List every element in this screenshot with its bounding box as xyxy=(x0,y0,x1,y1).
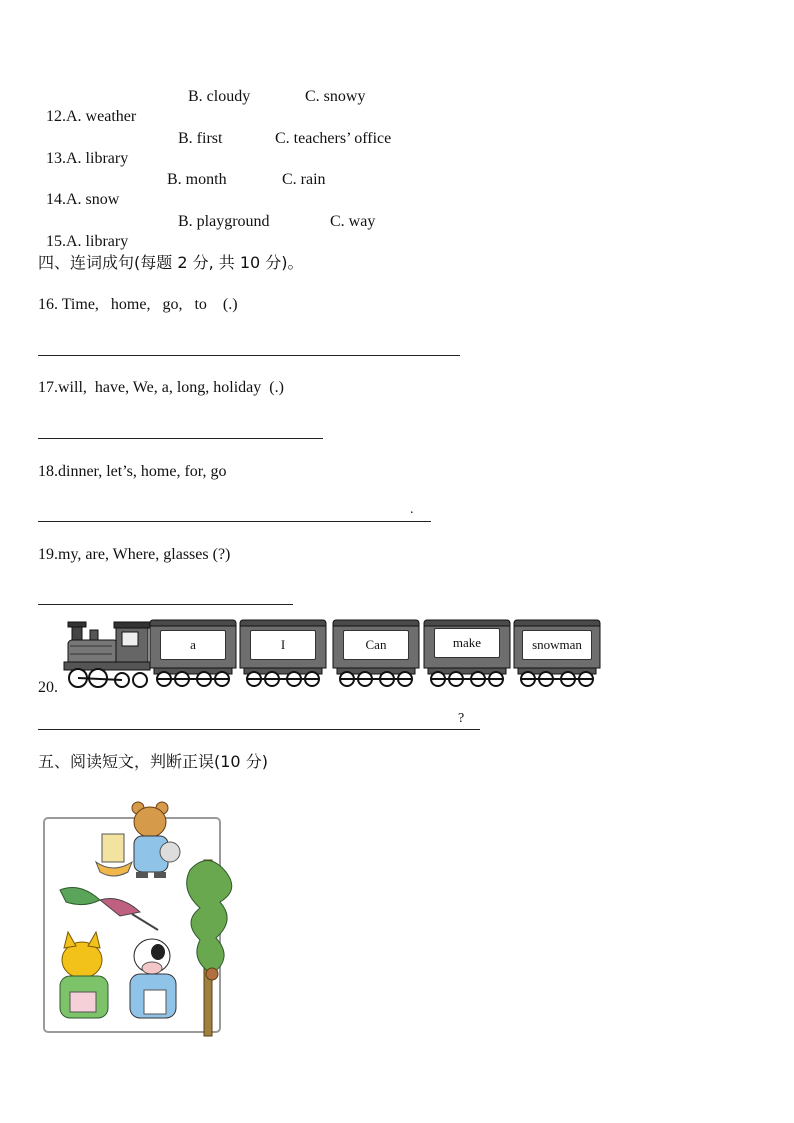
option-a: A. snow xyxy=(66,191,120,208)
section-5-heading: 五、阅读短文，判断正误(10 分) xyxy=(38,752,268,771)
option-b: B. cloudy xyxy=(188,88,251,105)
option-c: C. snowy xyxy=(305,88,366,105)
answer-line-16[interactable] xyxy=(38,355,460,356)
option-c: C. rain xyxy=(282,171,326,188)
period-mark: . xyxy=(410,502,414,517)
answer-line-17[interactable] xyxy=(38,438,323,439)
question-16: 16. Time, home, go, to (.) xyxy=(38,296,238,313)
train-locomotive-icon xyxy=(62,618,152,692)
question-18: 18.dinner, let’s, home, for, go xyxy=(38,463,227,480)
option-b: B. month xyxy=(167,171,227,188)
option-a: A. library xyxy=(66,233,129,250)
option-a: A. library xyxy=(66,150,129,167)
option-b: B. playground xyxy=(178,213,270,230)
option-c: C. teachers’ office xyxy=(275,130,392,147)
answer-line-20[interactable] xyxy=(38,729,480,730)
reading-illustration-icon xyxy=(40,790,245,1040)
question-number: 12. xyxy=(46,108,66,125)
question-mark: ? xyxy=(458,711,465,726)
word-card: Can xyxy=(343,630,409,660)
question-number: 13. xyxy=(46,150,66,167)
section-4-heading: 四、连词成句(每题 2 分, 共 10 分)。 xyxy=(38,253,304,272)
word-card: I xyxy=(250,630,316,660)
question-number: 14. xyxy=(46,191,66,208)
question-20-number: 20. xyxy=(38,679,58,696)
word-card: make xyxy=(434,628,500,658)
option-b: B. first xyxy=(178,130,223,147)
answer-line-19[interactable] xyxy=(38,604,293,605)
word-card: a xyxy=(160,630,226,660)
question-number: 15. xyxy=(46,233,66,250)
question-19: 19.my, are, Where, glasses (?) xyxy=(38,546,231,563)
question-17: 17.will, have, We, a, long, holiday (.) xyxy=(38,379,284,396)
word-card: snowman xyxy=(522,630,592,660)
option-c: C. way xyxy=(330,213,376,230)
option-a: A. weather xyxy=(66,108,137,125)
answer-line-18[interactable] xyxy=(38,521,431,522)
